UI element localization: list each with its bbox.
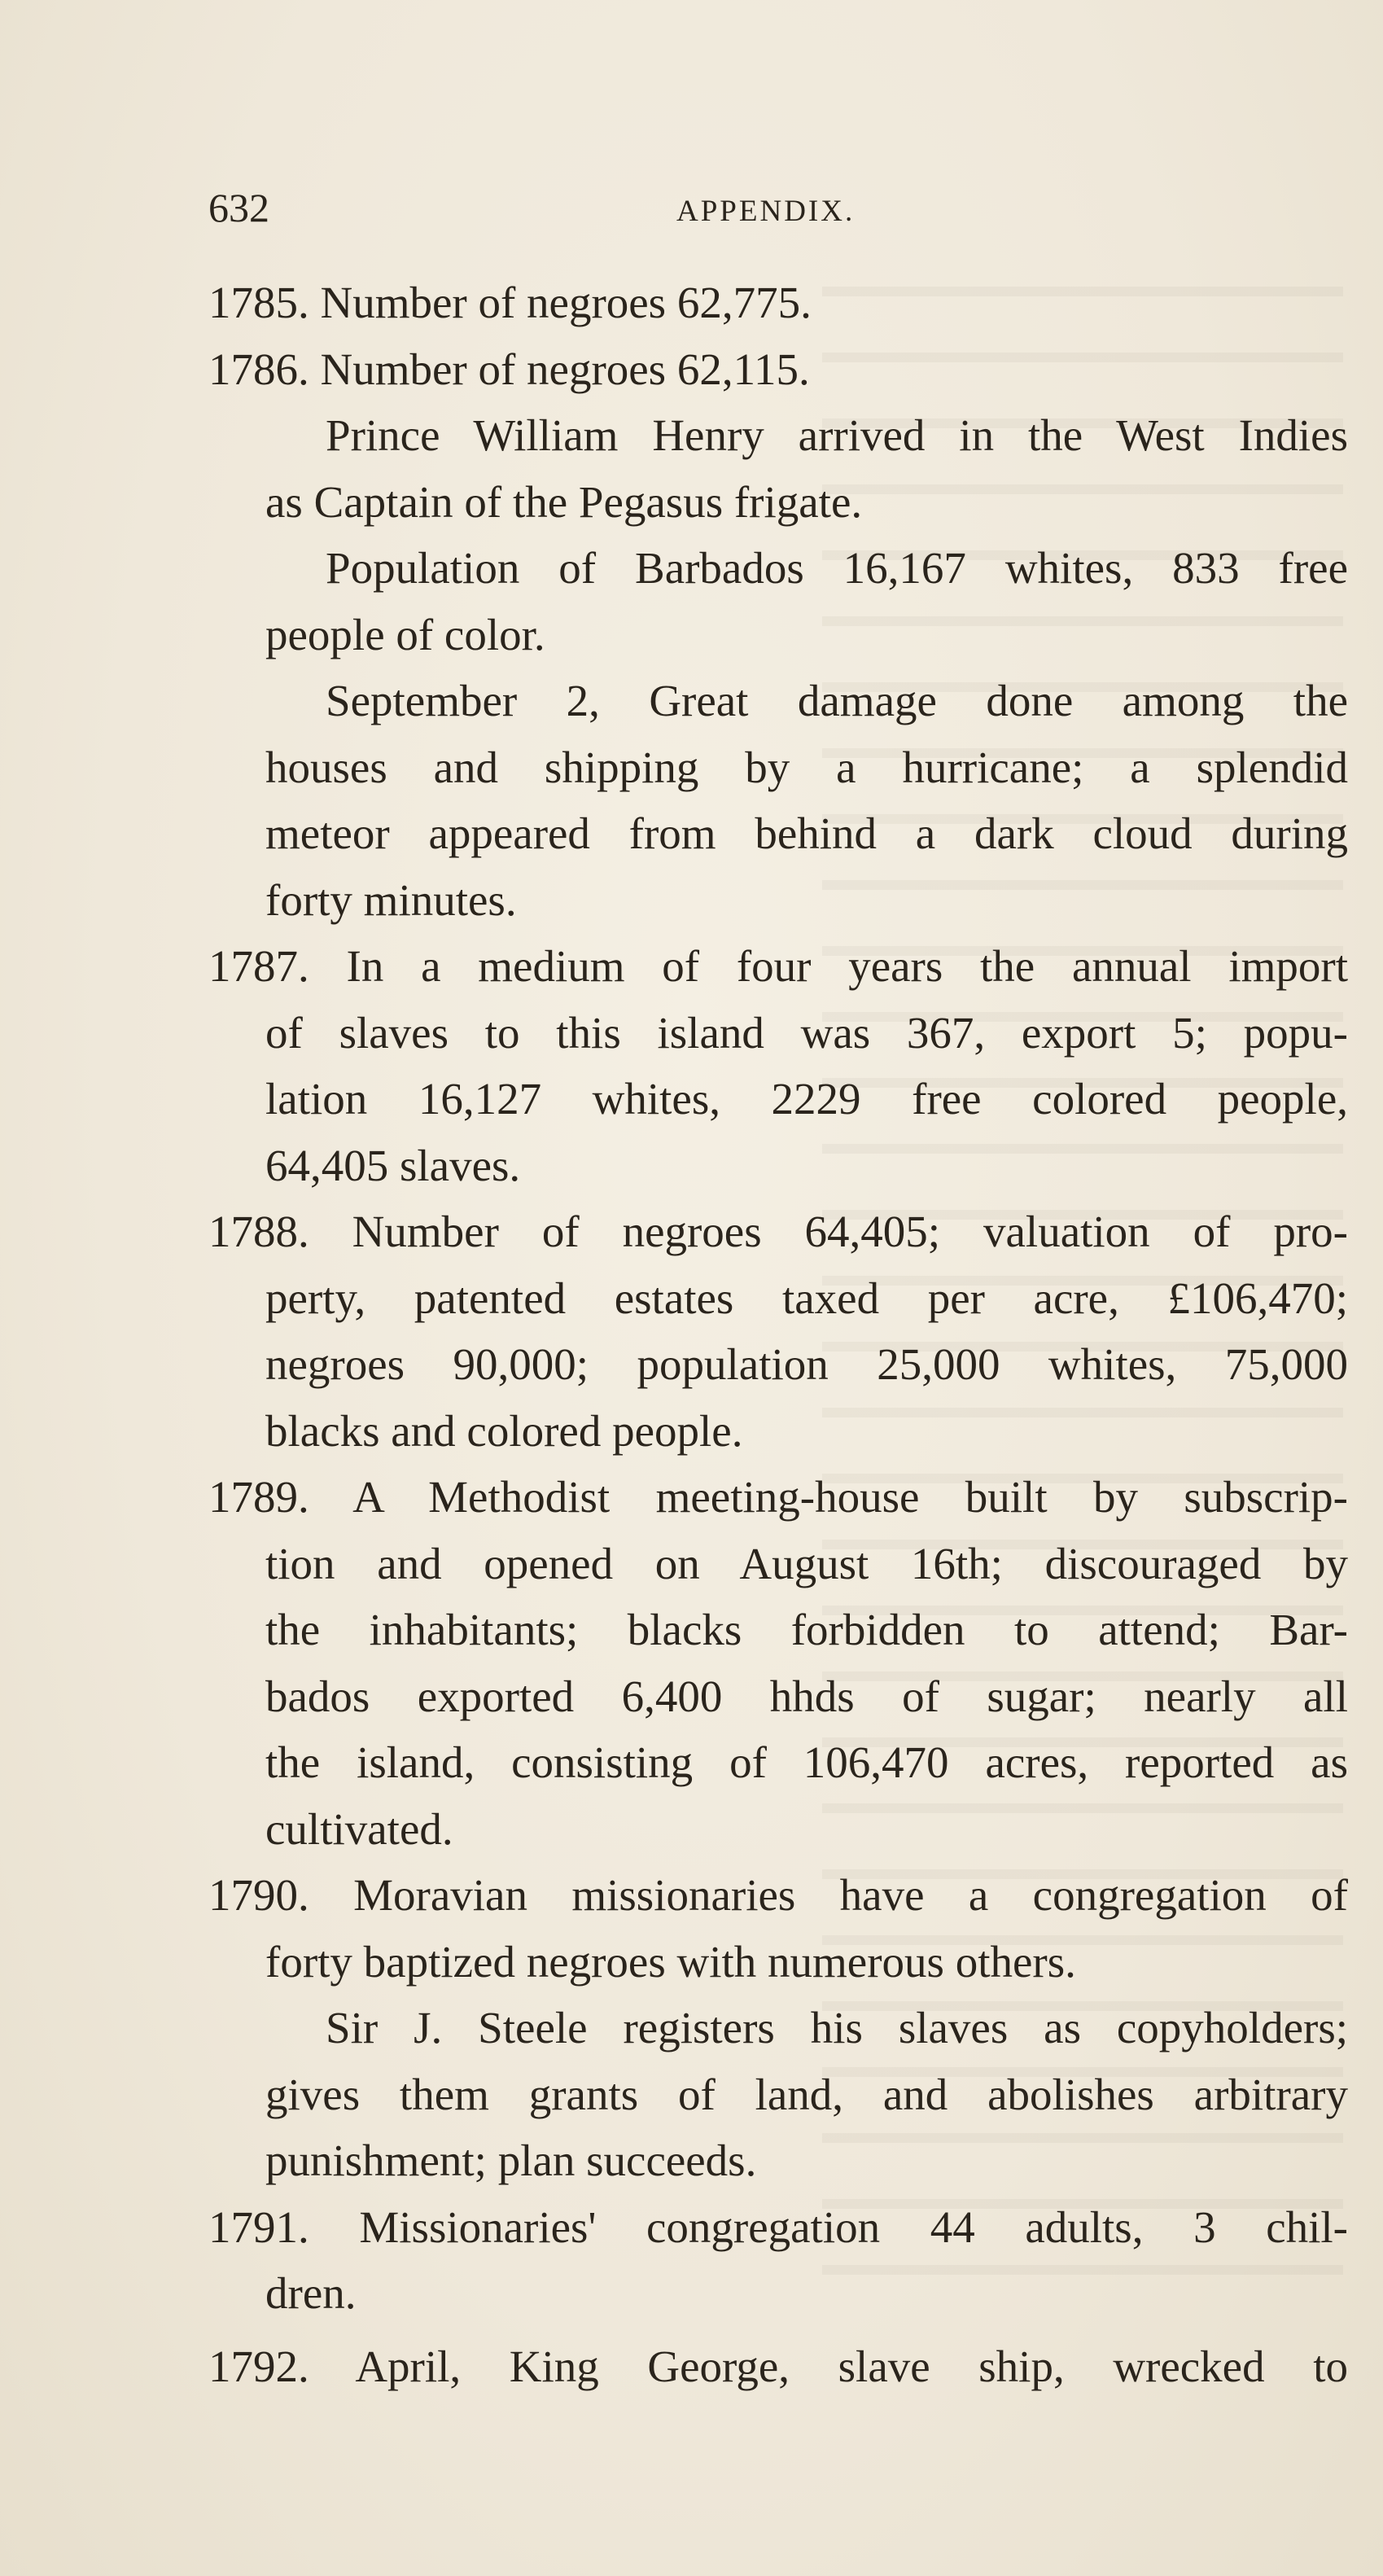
- running-title: APPENDIX.: [676, 195, 856, 228]
- text-line: 1791. Missionaries' congregation 44 adults, 3 chil-: [208, 2201, 1348, 2252]
- text-line: bados exported 6,400 hhds of sugar; nearly all: [265, 1671, 1348, 1721]
- text-line: tion and opened on August 16th; discouraged by: [265, 1538, 1348, 1588]
- text-line: the inhabitants; blacks forbidden to attend; Bar-: [265, 1605, 1348, 1654]
- text-line: dren.: [265, 2268, 357, 2318]
- text-line: Prince William Henry arrived in the West Indies: [326, 410, 1348, 460]
- body-text: [208, 269, 1348, 2399]
- text-line: blacks and colored people.: [265, 1405, 743, 1456]
- line-gap: [208, 2327, 1348, 2333]
- text-line: 1790. Moravian missionaries have a congregation of: [208, 1870, 1348, 1920]
- text-line: houses and shipping by a hurricane; a splendid: [265, 742, 1348, 792]
- text-line: perty, patented estates taxed per acre, £106,470;: [265, 1273, 1348, 1323]
- text-line: 1786. Number of negroes 62,115.: [208, 344, 810, 394]
- text-line: 1785. Number of negroes 62,775.: [208, 278, 812, 327]
- text-line: Population of Barbados 16,167 whites, 833 free: [326, 543, 1348, 593]
- text-line: 1792. April, King George, slave ship, wrecked to: [208, 2341, 1348, 2391]
- page-number: 632: [208, 185, 269, 230]
- text-line: punishment; plan succeeds.: [265, 2136, 757, 2185]
- text-line: September 2, Great damage done among the: [326, 676, 1348, 725]
- text-line: gives them grants of land, and abolishes arbitrary: [265, 2069, 1348, 2119]
- text-line: people of color.: [265, 609, 545, 659]
- text-line: 1789. A Methodist meeting-house built by subscrip-: [208, 1472, 1348, 1522]
- text-line: of slaves to this island was 367, export 5; popu-: [265, 1007, 1348, 1058]
- text-line: cultivated.: [265, 1803, 453, 1854]
- text-line: Sir J. Steele registers his slaves as copyholders;: [326, 2003, 1348, 2052]
- text-line: forty baptized negroes with numerous others.: [265, 1936, 1076, 1987]
- text-line: meteor appeared from behind a dark cloud during: [265, 808, 1348, 858]
- page-header: [208, 179, 1348, 236]
- text-line: as Captain of the Pegasus frigate.: [265, 476, 863, 527]
- text-line: negroes 90,000; population 25,000 whites, 75,000: [265, 1339, 1348, 1389]
- text-line: the island, consisting of 106,470 acres, reported as: [265, 1737, 1348, 1787]
- text-line: 1788. Number of negroes 64,405; valuation of pro-: [208, 1207, 1348, 1256]
- text-line: 64,405 slaves.: [265, 1140, 521, 1190]
- text-line: lation 16,127 whites, 2229 free colored people,: [265, 1074, 1348, 1124]
- text-line: 1787. In a medium of four years the annual import: [208, 941, 1348, 991]
- text-line: forty minutes.: [265, 874, 517, 925]
